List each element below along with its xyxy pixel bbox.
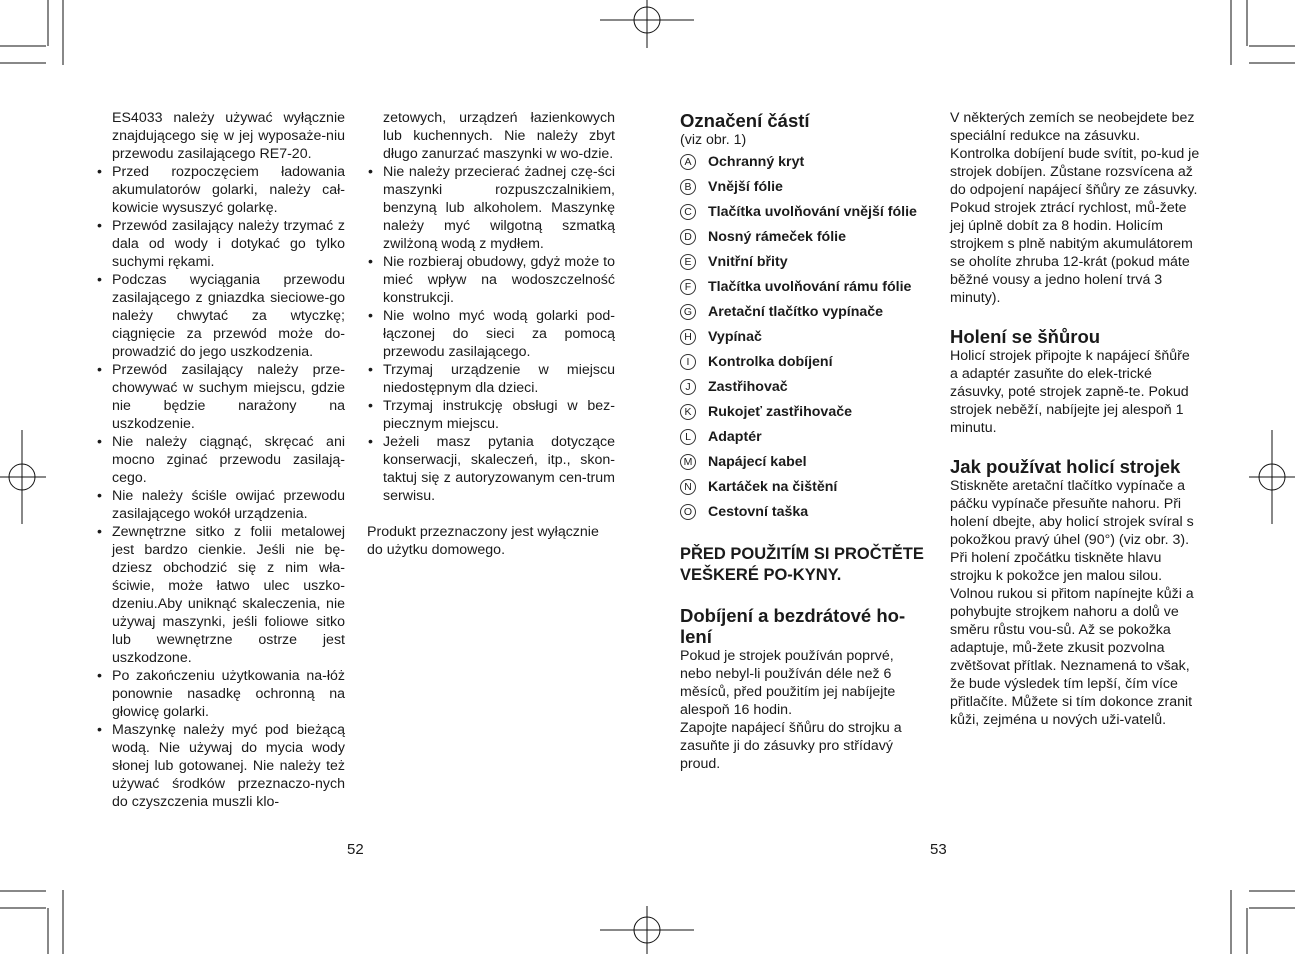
part-label: Napájecí kabel (708, 454, 807, 470)
cord-shaving-text: Holicí strojek připojte k napájecí šňůře a adaptér zasuňte do elek-trické zásuvky, poté strojek zapně-te. Pokud strojek neběží, nabíjejte jej alespoň 1 minutu. (950, 348, 1190, 436)
circled-letter-icon: B (680, 179, 696, 195)
warning-heading: PŘED POUŽITÍM SI PROČTĚTE VEŠKERÉ PO-KYNY. (680, 545, 924, 584)
part-item (680, 178, 928, 196)
part-item (680, 153, 928, 171)
list-item: • Maszynkę należy myć pod bieżącą wodą. Nie używaj do mycia wody słonej lub gotowanej. Nie należy też używać środków przeznaczo-nych do czyszczenia muszli klo- (96, 721, 345, 811)
cord-shaving-heading: Holení se šňůrou (950, 326, 1101, 347)
part-item (680, 503, 928, 521)
part-label: Vypínač (708, 329, 762, 345)
part-label: Ochranný kryt (708, 154, 805, 170)
circled-letter-icon: C (680, 204, 696, 220)
circled-letter-icon: D (680, 229, 696, 245)
circled-letter-icon: J (680, 379, 696, 395)
part-item (680, 478, 928, 496)
list-item: • Nie należy przecierać żadnej czę-ści maszynki rozpuszczalnikiem, benzyną lub alkoholem. Maszynkę należy myć wilgotną szmatką zwilżoną wodą z mydłem. (367, 163, 615, 253)
circled-letter-icon: I (680, 354, 696, 370)
right-column-1 (680, 110, 928, 773)
list-item: • Trzymaj instrukcję obsługi w bez-piecznym miejscu. (367, 397, 615, 433)
list-item: • Nie należy ściśle owijać przewodu zasilającego wokół urządzenia. (96, 487, 345, 523)
circled-letter-icon: O (680, 504, 696, 520)
charging-info-text: V některých zemích se neobejdete bez speciální redukce na zásuvku. Kontrolka dobíjení bude svítit, po-kud je strojek dobíjen. Zůstane rozsvícena až do odpojení napájecí šňůry ze zásuvky. Pokud strojek ztrácí rychlost, mů-žete jej úplně dobít za 8 hodin. Holicím strojkem s plně nabitým akumulátorem se oholíte zhruba 12-krát (pokud máte běžné vousy a jedno holení trvá 3 minuty). (950, 110, 1200, 306)
part-item (680, 303, 928, 321)
circled-letter-icon: N (680, 479, 696, 495)
part-item (680, 228, 928, 246)
list-item: • Podczas wyciągania przewodu zasilającego z gniazdka sieciowe-go należy chwytać za wtyczkę; ciągnięcie za przewód może do-prowadzić do jego uszkodzenia. (96, 271, 345, 361)
circled-letter-icon: F (680, 279, 696, 295)
charging-text: Pokud je strojek používán poprvé, nebo nebyl-li používán déle než 6 měsíců, před použitím jej nabíjejte alespoň 16 hodin. Zapojte napájecí šňůru do strojku a zasuňte ji do zásuvky pro střídavý proud. (680, 648, 902, 772)
list-item: • Nie rozbieraj obudowy, gdyż może to mieć wpływ na wodoszczelność konstrukcji. (367, 253, 615, 307)
part-label: Kartáček na čištění (708, 479, 838, 495)
registration-mark-right (1249, 430, 1295, 524)
part-label: Kontrolka dobíjení (708, 354, 833, 370)
circled-letter-icon: A (680, 154, 696, 170)
list-item: • Nie wolno myć wodą golarki pod-łączonej do sieci za pomocą przewodu zasilającego. (367, 307, 615, 361)
registration-mark-left (0, 430, 46, 524)
list-item: • Zewnętrzne sitko z folii metalowej jest bardzo cienkie. Jeśli nie bę-dziesz obchodzić się z nim wła-ściwie, może łatwo ulec uszko-dzeniu.Aby uniknąć skaleczenia, nie używaj maszynki, jeśli foliowe sitko lub wewnętrzne ostrze jest uszkodzone. (96, 523, 345, 667)
part-item (680, 203, 928, 221)
part-label: Tlačítka uvolňování rámu fólie (708, 279, 912, 295)
bullet-list (96, 163, 345, 811)
part-item (680, 253, 928, 271)
part-label: Vnitřní břity (708, 254, 788, 270)
part-label: Rukojeť zastřihovače (708, 404, 852, 420)
part-item (680, 328, 928, 346)
part-item (680, 428, 928, 446)
page-number-left: 52 (347, 841, 364, 858)
parts-heading: Označení částí (680, 110, 810, 131)
list-item: • Nie należy ciągnąć, skręcać ani mocno zginać przewodu zasilają-cego. (96, 433, 345, 487)
circled-letter-icon: K (680, 404, 696, 420)
continued-paragraph: zetowych, urządzeń łazienkowych lub kuchennych. Nie należy zbyt długo zanurzać maszynki w wo-dzie. (383, 110, 615, 162)
registration-mark-top (600, 0, 694, 48)
parts-list (680, 153, 928, 521)
how-to-use-heading: Jak používat holicí strojek (950, 456, 1181, 477)
circled-letter-icon: L (680, 429, 696, 445)
part-label: Nosný rámeček fólie (708, 229, 846, 245)
part-item (680, 278, 928, 296)
page-number-right: 53 (930, 841, 947, 858)
registration-mark-bottom (600, 906, 694, 954)
circled-letter-icon: E (680, 254, 696, 270)
circled-letter-icon: H (680, 329, 696, 345)
list-item: • Przed rozpoczęciem ładowania akumulatorów golarki, należy cał-kowicie wysuszyć golarkę. (96, 163, 345, 217)
list-item: • Trzymaj urządzenie w miejscu niedostępnym dla dzieci. (367, 361, 615, 397)
part-item (680, 353, 928, 371)
charging-heading: Dobíjení a bezdrátové ho-lení (680, 605, 906, 647)
list-item: • Po zakończeniu użytkowania na-łóż ponownie nasadkę ochronną na głowicę golarki. (96, 667, 345, 721)
part-item (680, 378, 928, 396)
bullet-list (367, 163, 615, 505)
circled-letter-icon: M (680, 454, 696, 470)
circled-letter-icon: G (680, 304, 696, 320)
part-item (680, 403, 928, 421)
household-use-note: Produkt przeznaczony jest wyłącznie do użytku domowego. (367, 524, 599, 558)
right-column-2 (950, 109, 1200, 729)
part-label: Tlačítka uvolňování vnější fólie (708, 204, 917, 220)
list-item: • Jeżeli masz pytania dotyczące konserwacji, skaleczeń, itp., skon-taktuj się z autoryzowanym cen-trum serwisu. (367, 433, 615, 505)
part-label: Vnější fólie (708, 179, 783, 195)
list-item: • Przewód zasilający należy trzymać z dala od wody i dotykać go tylko suchymi rękami. (96, 217, 345, 271)
part-item (680, 453, 928, 471)
intro-paragraph: ES4033 należy używać wyłącznie znajdującego się w jej wyposaże-niu przewodu zasilającego RE7-20. (112, 110, 345, 162)
left-column-2 (367, 109, 615, 559)
parts-subheading: (viz obr. 1) (680, 132, 747, 148)
part-label: Cestovní taška (708, 504, 809, 520)
list-item: • Przewód zasilający należy prze-chowywać w suchym miejscu, gdzie nie będzie narażony na uszkodzenie. (96, 361, 345, 433)
part-label: Zastřihovač (708, 379, 788, 395)
how-to-use-text: Stiskněte aretační tlačítko vypínače a páčku vypínače přesuňte nahoru. Při holení dbejte, aby holicí strojek svíral s pokožkou pravý úhel (90°) (viz obr. 3). Při holení zpočátku tiskněte hlavu strojku k pokožce jen malou silou. Volnou rukou si přitom napínejte kůži a pohybujte strojkem nahoru a dolů ve směru růstu vou-sů. Až se pokožka adaptuje, mů-žete zkusit pozvolna zvětšovat přítlak. Neznamená to však, že bude výsledek tím lepší, čím více přitlačíte. Můžete si tím dokonce zranit kůži, zejména u nových uži-vatelů. (950, 478, 1194, 728)
left-column-1 (96, 109, 345, 811)
part-label: Adaptér (708, 429, 762, 445)
part-label: Aretační tlačítko vypínače (708, 304, 884, 320)
